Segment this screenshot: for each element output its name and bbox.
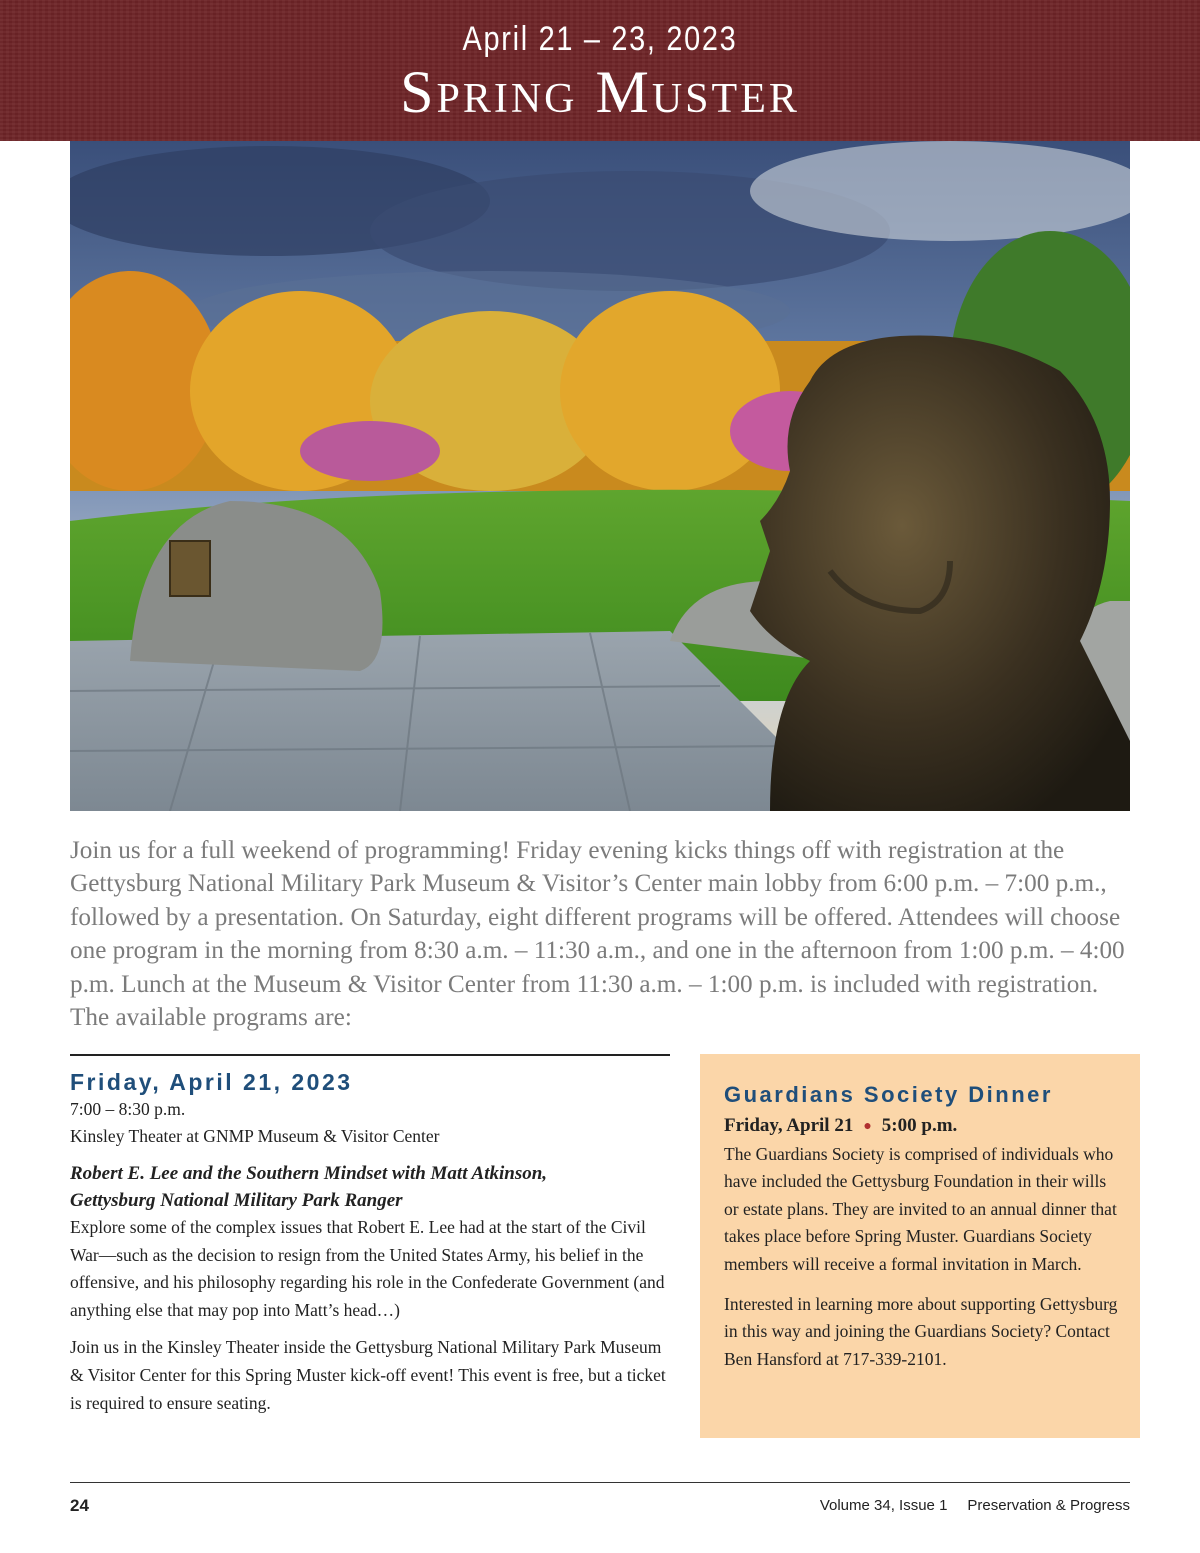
guardians-date-time bbox=[724, 1112, 1122, 1141]
talk-title-line-1: Robert E. Lee and the Southern Mindset with Matt Atkinson, bbox=[70, 1163, 548, 1184]
talk-title bbox=[70, 1160, 670, 1214]
guardians-heading: Guardians Society Dinner bbox=[724, 1082, 1053, 1107]
talk-title-line-2: Gettysburg National Military Park Ranger bbox=[70, 1190, 403, 1211]
guardians-contact: Interested in learning more about supporting Gettysburg in this way and joining the Guardians Society? Contact Ben Hansford at 717-339-2101. bbox=[724, 1293, 1118, 1369]
lincoln-bust-photo bbox=[70, 141, 1130, 811]
footer-divider bbox=[70, 1482, 1130, 1483]
friday-location: Kinsley Theater at GNMP Museum & Visitor Center bbox=[70, 1126, 440, 1146]
intro-paragraph: Join us for a full weekend of programming! Friday evening kicks things off with registration at the Gettysburg National Military Park Museum & Visitor’s Center main lobby from 6:00 p.m. – 7:00 p.m., followed by a presentation. On Saturday, eight different programs will be offered. Attendees will choose one program in the morning from 8:30 a.m. – 11:30 a.m., and one in the afternoon from 1:00 p.m. – 4:00 p.m. Lunch at the Museum & Visitor Center from 11:30 a.m. – 1:00 p.m. is included with registration. The available programs are: bbox=[70, 837, 1125, 1032]
footer-volume: Volume 34, Issue 1 bbox=[819, 1497, 948, 1514]
event-date: April 21 – 23, 2023 bbox=[462, 20, 738, 58]
guardians-date: Friday, April 21 bbox=[724, 1115, 854, 1136]
friday-time: 7:00 – 8:30 p.m. bbox=[70, 1099, 186, 1119]
section-divider bbox=[70, 1054, 670, 1056]
guardians-time: 5:00 p.m. bbox=[881, 1115, 958, 1136]
bullet-dot-icon: ● bbox=[863, 1118, 872, 1134]
page-number: 24 bbox=[70, 1496, 89, 1515]
talk-description: Explore some of the complex issues that Robert E. Lee had at the start of the Civil War—such as the decision to resign from the United States Army, his belief in the offensive, and his philosophy regarding his role in the Confederate Government (and anything else that may pop into Matt’s head…) bbox=[70, 1217, 665, 1320]
friday-program-section bbox=[70, 1054, 670, 1417]
guardians-society-box bbox=[700, 1054, 1140, 1438]
footer-publication-info bbox=[820, 1497, 1130, 1514]
talk-invite: Join us in the Kinsley Theater inside the Gettysburg National Military Park Museum & Visitor Center for this Spring Muster kick-off event! This event is free, but a ticket is required to ensure seating. bbox=[70, 1337, 666, 1413]
friday-heading: Friday, April 21, 2023 bbox=[70, 1069, 353, 1095]
page-title: Spring Muster bbox=[400, 59, 800, 125]
header-banner bbox=[0, 0, 1200, 141]
guardians-description: The Guardians Society is comprised of individuals who have included the Gettysburg Foundation in their wills or estate plans. They are invited to an annual dinner that takes place before Spring Muster. Guardians Society members will receive a formal invitation in March. bbox=[724, 1143, 1117, 1275]
footer-publication: Preservation & Progress bbox=[967, 1497, 1130, 1514]
